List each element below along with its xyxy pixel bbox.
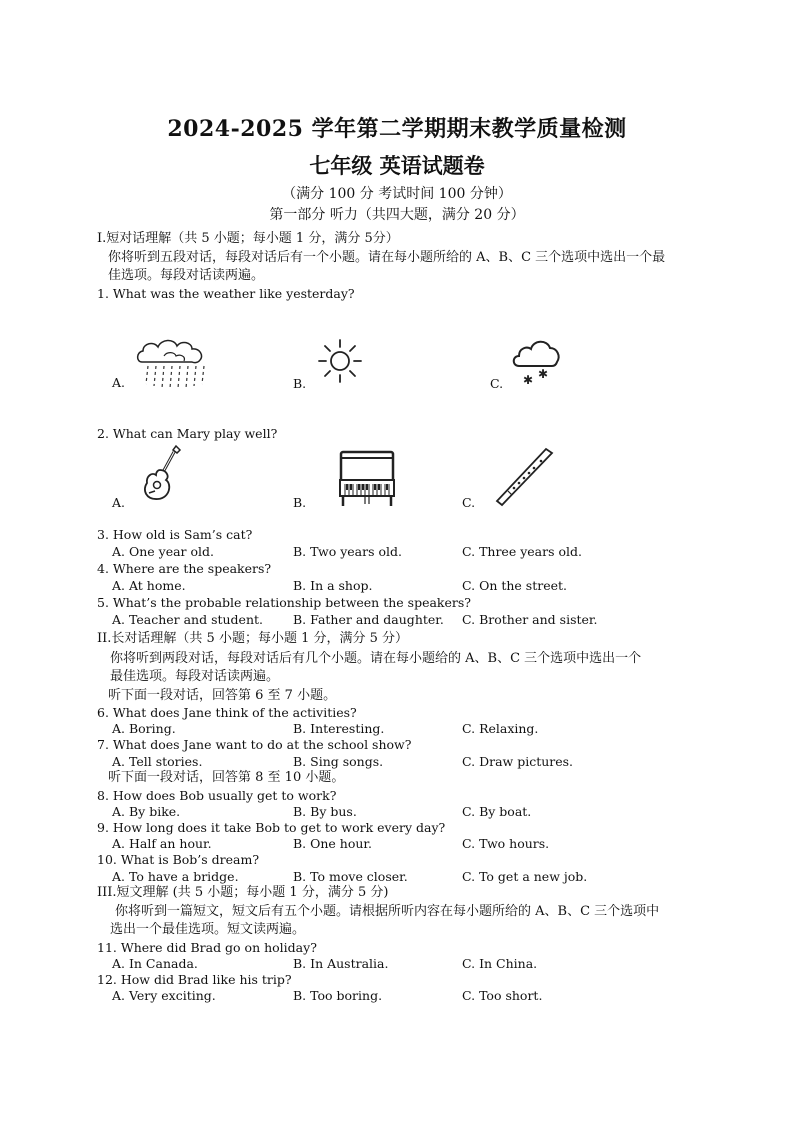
section-3-instructions: 你将听到一篇短文，短文后有五个小题。请根据所听内容在每小题所给的 A、B、C 三个选项中: [115, 904, 660, 919]
rain-cloud-icon: [134, 334, 209, 392]
q3-option-c: C. Three years old.: [462, 544, 582, 559]
q10-option-a: A. To have a bridge.: [112, 869, 239, 884]
q2-option-c: C.: [462, 495, 476, 510]
section-3-instructions-cont: 选出一个最佳选项。短文读两遍。: [110, 922, 306, 937]
q1-option-a: A.: [112, 375, 126, 390]
question-8: 8. How does Bob usually get to work?: [97, 788, 337, 803]
svg-text:✱: ✱: [538, 367, 549, 381]
q9-option-a: A. Half an hour.: [112, 836, 212, 851]
question-6: 6. What does Jane think of the activities?: [97, 705, 357, 720]
exam-info: （满分 100 分 考试时间 100 分钟）: [282, 186, 512, 202]
question-3: 3. How old is Sam’s cat?: [97, 527, 253, 542]
sun-icon: [317, 338, 363, 384]
svg-text:✱: ✱: [523, 373, 534, 387]
q11-option-b: B. In Australia.: [293, 956, 389, 971]
q1-option-c: C.: [490, 376, 504, 391]
section-1-instructions: 你将听到五段对话，每段对话后有一个小题。请在每小题所给的 A、B、C 三个选项中选出一个最: [108, 250, 666, 265]
question-5: 5. What’s the probable relationship between the speakers?: [97, 595, 471, 610]
section-1-heading: I.短对话理解（共 5 小题；每小题 1 分，满分 5分）: [97, 231, 399, 246]
q6-option-a: A. Boring.: [112, 721, 176, 736]
piano-icon: [337, 450, 397, 508]
q3-option-b: B. Two years old.: [293, 544, 402, 559]
question-9: 9. How long does it take Bob to get to work every day?: [97, 820, 446, 835]
q10-option-c: C. To get a new job.: [462, 869, 588, 884]
section-2-heading: II.长对话理解（共 5 小题；每小题 1 分，满分 5 分）: [97, 631, 409, 646]
section-2-instructions: 你将听到两段对话，每段对话后有几个小题。请在每小题给的 A、B、C 三个选项中选出一个: [110, 651, 642, 666]
q7-option-b: B. Sing songs.: [293, 754, 384, 769]
q11-option-c: C. In China.: [462, 956, 538, 971]
q7-option-c: C. Draw pictures.: [462, 754, 574, 769]
q5-option-a: A. Teacher and student.: [112, 612, 264, 627]
question-12: 12. How did Brad like his trip?: [97, 972, 292, 987]
q5-option-c: C. Brother and sister.: [462, 612, 598, 627]
page-subtitle: 七年级 英语试题卷: [309, 153, 485, 178]
section-2-subheading-1: 听下面一段对话，回答第 6 至 7 小题。: [108, 688, 337, 703]
q4-option-a: A. At home.: [112, 578, 186, 593]
q8-option-c: C. By boat.: [462, 804, 532, 819]
section-2-instructions-cont: 最佳选项。每段对话读两遍。: [110, 669, 280, 684]
question-1: 1. What was the weather like yesterday?: [97, 286, 355, 301]
q9-option-b: B. One hour.: [293, 836, 373, 851]
q12-option-c: C. Too short.: [462, 988, 543, 1003]
guitar-icon: [140, 444, 184, 504]
part-heading: 第一部分 听力（共四大题，满分 20 分）: [269, 207, 525, 223]
q1-option-b: B.: [293, 376, 307, 391]
q9-option-c: C. Two hours.: [462, 836, 550, 851]
q4-option-c: C. On the street.: [462, 578, 567, 593]
question-4: 4. Where are the speakers?: [97, 561, 272, 576]
q7-option-a: A. Tell stories.: [112, 754, 203, 769]
q8-option-b: B. By bus.: [293, 804, 357, 819]
section-2-subheading-2: 听下面一段对话，回答第 8 至 10 小题。: [108, 770, 345, 785]
section-3-heading: III.短文理解 (共 5 小题；每小题 1 分，满分 5 分): [97, 885, 389, 900]
question-11: 11. Where did Brad go on holiday?: [97, 940, 317, 955]
q2-option-b: B.: [293, 495, 307, 510]
section-1-instructions-cont: 佳选项。每段对话读两遍。: [108, 268, 265, 283]
q11-option-a: A. In Canada.: [112, 956, 198, 971]
q8-option-a: A. By bike.: [112, 804, 181, 819]
q5-option-b: B. Father and daughter.: [293, 612, 444, 627]
question-7: 7. What does Jane want to do at the school show?: [97, 737, 412, 752]
question-2: 2. What can Mary play well?: [97, 426, 278, 441]
question-10: 10. What is Bob’s dream?: [97, 852, 260, 867]
q12-option-b: B. Too boring.: [293, 988, 383, 1003]
page-title: 2024-2025 学年第二学期期末教学质量检测: [167, 116, 627, 142]
q2-option-a: A.: [112, 495, 126, 510]
q6-option-b: B. Interesting.: [293, 721, 385, 736]
q10-option-b: B. To move closer.: [293, 869, 408, 884]
q12-option-a: A. Very exciting.: [112, 988, 216, 1003]
snow-cloud-icon: [511, 338, 561, 386]
flute-icon: [494, 447, 556, 509]
q4-option-b: B. In a shop.: [293, 578, 373, 593]
q6-option-c: C. Relaxing.: [462, 721, 539, 736]
q3-option-a: A. One year old.: [112, 544, 215, 559]
